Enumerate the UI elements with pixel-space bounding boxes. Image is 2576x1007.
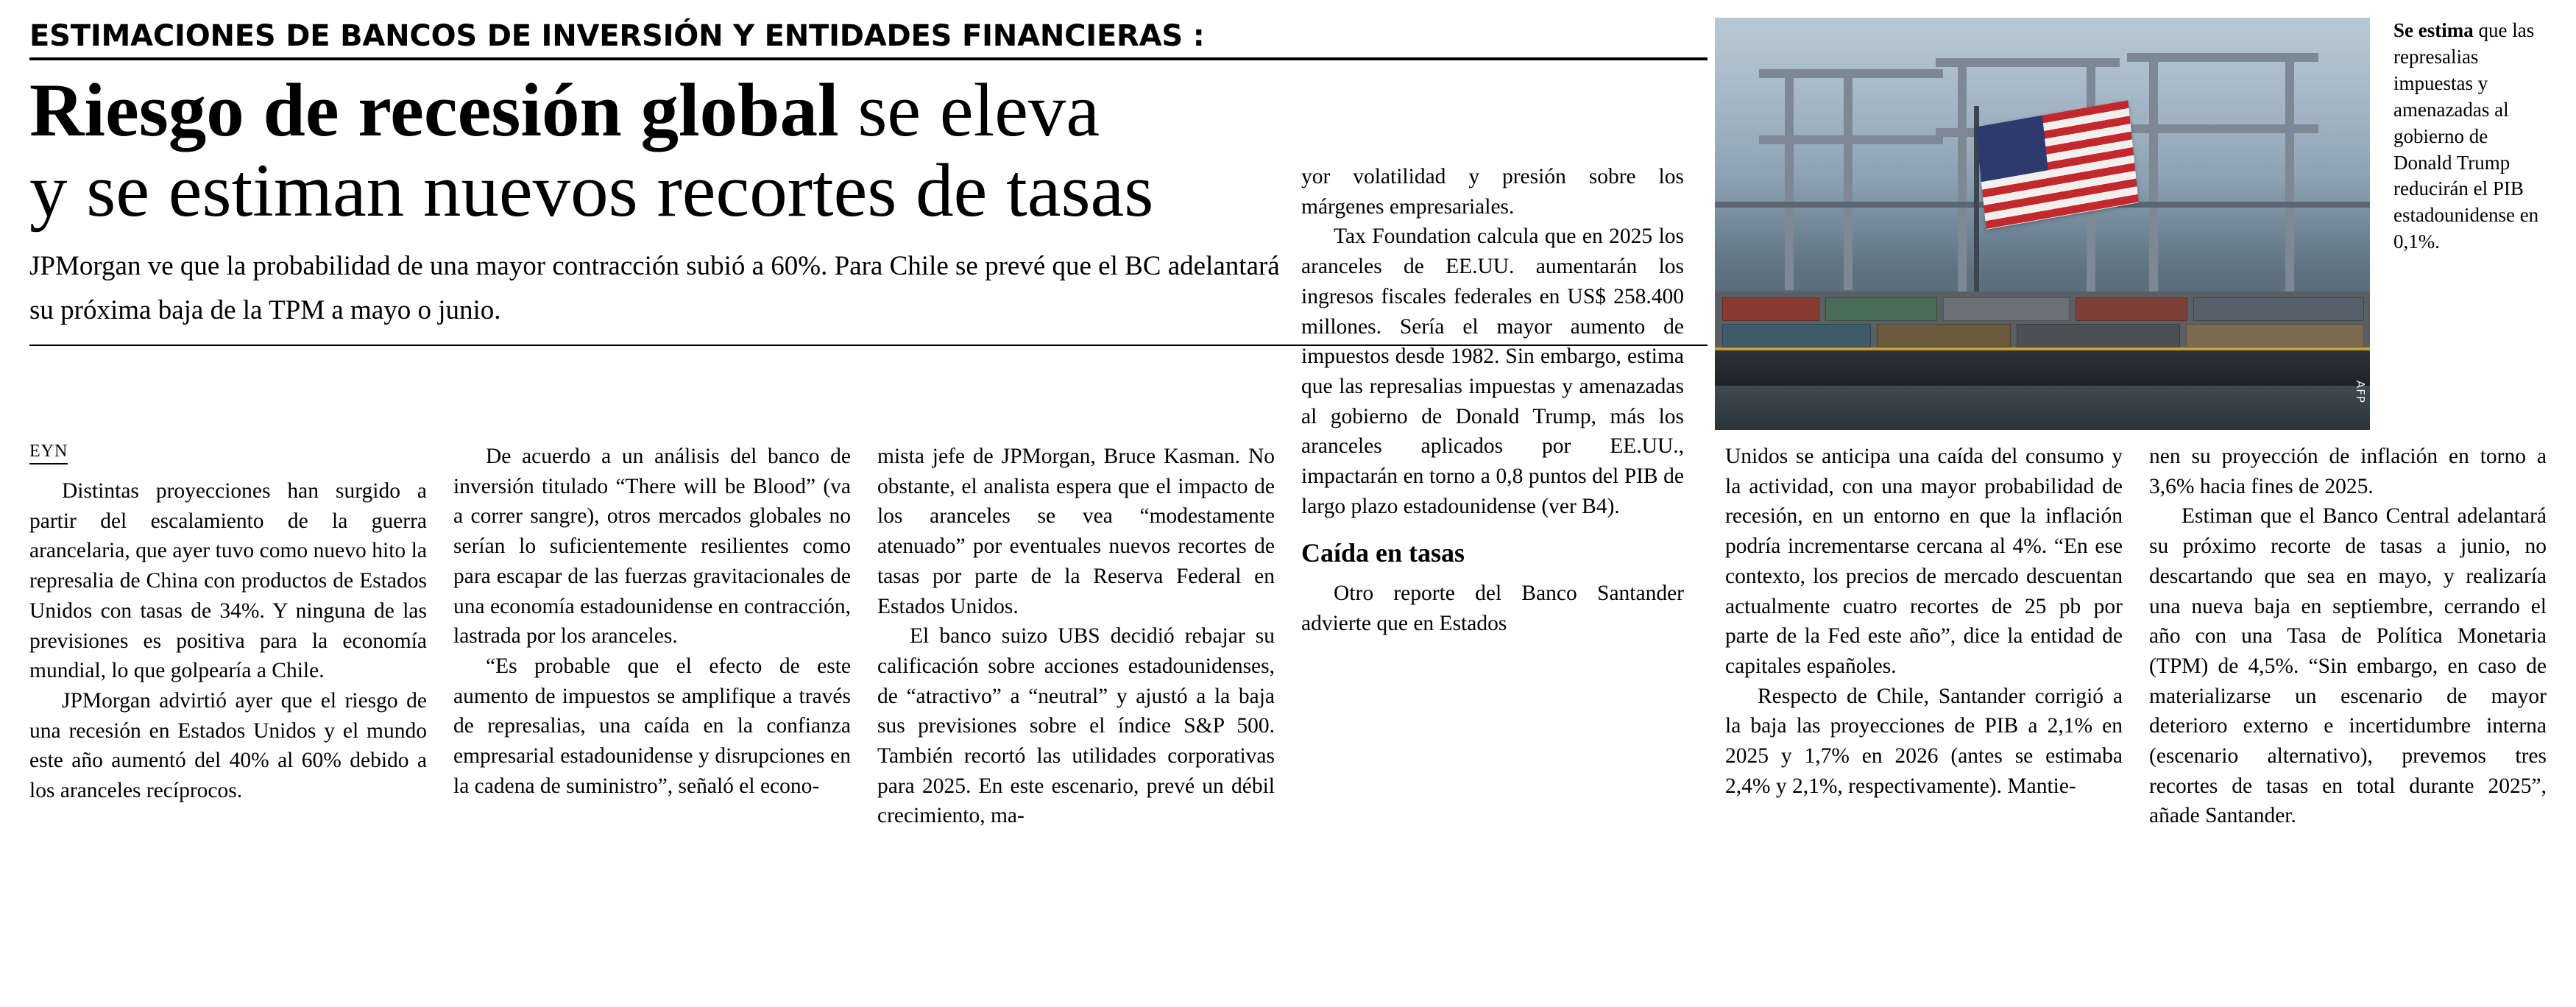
paragraph: Distintas proyecciones han surgido a partir del escalamiento de la guerra arancelaria, que ayer tuvo como nuevo hito la represalia de China con productos de Estados Unidos con tasas de 34%. Y ninguna de las previsiones es positiva para la economía mundial, lo que golpearía a Chile. bbox=[29, 479, 427, 683]
kicker-rule bbox=[29, 57, 1708, 60]
paragraph: De acuerdo a un análisis del banco de inversión titulado “There will be Blood” (va a correr sangre), otros mercados globales no serían lo suficientemente resilientes como para escapar de las fuerzas gravitacionales de una economía estadounidense en contracción, lastrada por los aranceles. bbox=[453, 445, 851, 649]
container-box bbox=[2017, 324, 2180, 347]
container-box bbox=[1722, 324, 1871, 347]
container-box bbox=[1877, 324, 2011, 347]
headline-rest-1: se eleva bbox=[838, 68, 1100, 152]
headline-rest-2: y se estiman nuevos recortes de tasas bbox=[29, 149, 1154, 233]
crane-leg-icon bbox=[2285, 53, 2294, 296]
sidebar-note-lead: Se estima bbox=[2393, 19, 2474, 41]
crane-leg-icon bbox=[1785, 69, 1794, 290]
container-box bbox=[1722, 297, 1819, 321]
text-column-6 bbox=[2149, 442, 2547, 831]
text-column-5 bbox=[1725, 442, 2123, 801]
byline: EYN bbox=[29, 442, 68, 464]
paragraph: Otro reporte del Banco Santander advierte que en Estados bbox=[1301, 582, 1684, 636]
crane-leg-icon bbox=[1844, 69, 1853, 290]
paragraph: Tax Foundation calcula que en 2025 los aranceles de EE.UU. aumentarán los ingresos fiscales federales en US$ 258.400 millones. Sería el mayor aumento de impuestos desde 1982. Sin embargo, estima que las represalias impuestas y amenazadas al gobierno de Donald Trump, más los aranceles aplicados por EE.UU., impactarán en torno a 0,8 puntos del PIB de largo plazo estadounidense (ver B4). bbox=[1301, 225, 1684, 518]
text-column-3 bbox=[877, 442, 1275, 831]
flag-canton bbox=[1975, 116, 2048, 183]
ship-hull bbox=[1715, 350, 2370, 387]
text-column-2 bbox=[453, 442, 851, 801]
crane-leg-icon bbox=[1958, 58, 1967, 294]
container-box bbox=[1825, 297, 1937, 321]
paragraph: El banco suizo UBS decidió rebajar su calificación sobre acciones estadounidenses, de “atractivo” a “neutral” y ajustó a la baja sus previsiones sobre el índice S&P 500. También recortó las utilidades corporativas para 2025. En este escenario, prevé un débil crecimiento, ma- bbox=[877, 624, 1275, 828]
container-box bbox=[1943, 297, 2070, 321]
paragraph: Unidos se anticipa una caída del consumo y la actividad, con una mayor probabilidad de recesión, en un entorno en que la inflación podría incrementarse cercana al 4%. “En ese contexto, los precios de mercado descuentan actualmente cuatro recortes de 25 pb por parte de la Fed este año”, dice la entidad de capitales españoles. bbox=[1725, 445, 2123, 678]
paragraph: “Es probable que el efecto de este aumento de impuestos se amplifique a través de represalias, una caída en la confianza empresarial estadounidense y disrupciones en la cadena de suministro”, señaló el econo- bbox=[453, 654, 851, 798]
sidebar-note-text: que las represalias impuestas y amenazadas al gobierno de Donald Trump reducirán el PIB estadounidense en 0,1%. bbox=[2393, 19, 2539, 253]
paragraph: Respecto de Chile, Santander corrigió a la baja las proyecciones de PIB a 2,1% en 2025 y 1,7% en 2026 (antes se estimaba 2,4% y 2,1%, respectivamente). Mantie- bbox=[1725, 684, 2123, 798]
article-lead: JPMorgan ve que la probabilidad de una mayor contracción subió a 60%. Para Chile se prevé que el BC adelantará su próxima baja de la TPM a mayo o junio. bbox=[29, 251, 1280, 326]
photo-credit: AFP bbox=[2354, 381, 2367, 403]
paragraph: Estiman que el Banco Central adelantará su próximo recorte de tasas a junio, no descartando que sea en mayo, y realizaría una nueva baja en septiembre, cerrando el año con una Tasa de Política Monetaria (TPM) de 4,5%. “Sin embargo, en caso de materializarse un escenario de mayor deterioro externo e incertidumbre interna (escenario alternativo), prevemos tres recortes de tasas en total durante 2025”, añade Santander. bbox=[2149, 504, 2547, 828]
article-photo bbox=[1715, 18, 2370, 430]
headline-strong: Riesgo de recesión global bbox=[29, 68, 839, 152]
section-subhead: Caída en tasas bbox=[1301, 538, 1465, 568]
paragraph: nen su proyección de inflación en torno a 3,6% hacia fines de 2025. bbox=[2149, 445, 2547, 498]
paragraph: yor volatilidad y presión sobre los márgenes empresariales. bbox=[1301, 165, 1684, 219]
sidebar-note bbox=[2393, 18, 2547, 255]
container-box bbox=[2186, 324, 2364, 347]
article-kicker: ESTIMACIONES DE BANCOS DE INVERSIÓN Y ENTIDADES FINANCIERAS : bbox=[29, 19, 1205, 53]
paragraph: mista jefe de JPMorgan, Bruce Kasman. No obstante, el analista espera que el impacto de los aranceles se vea “modestamente atenuado” por eventuales nuevos recortes de tasas por parte de la Reserva Federal en Estados Unidos. bbox=[877, 445, 1275, 618]
crane-beam-icon bbox=[1759, 135, 1943, 144]
text-column-1 bbox=[29, 442, 427, 806]
container-box bbox=[2193, 297, 2364, 321]
container-box bbox=[2076, 297, 2187, 321]
photo-canvas bbox=[1715, 18, 2370, 430]
crane-beam-icon bbox=[2127, 124, 2318, 133]
water-surface bbox=[1715, 386, 2370, 430]
text-column-4 bbox=[1301, 162, 1684, 639]
crane-leg-icon bbox=[2149, 53, 2158, 296]
paragraph: JPMorgan advirtió ayer que el riesgo de una recesión en Estados Unidos y el mundo este año aumentó del 40% al 60% debido a los aranceles recíprocos. bbox=[29, 688, 427, 803]
